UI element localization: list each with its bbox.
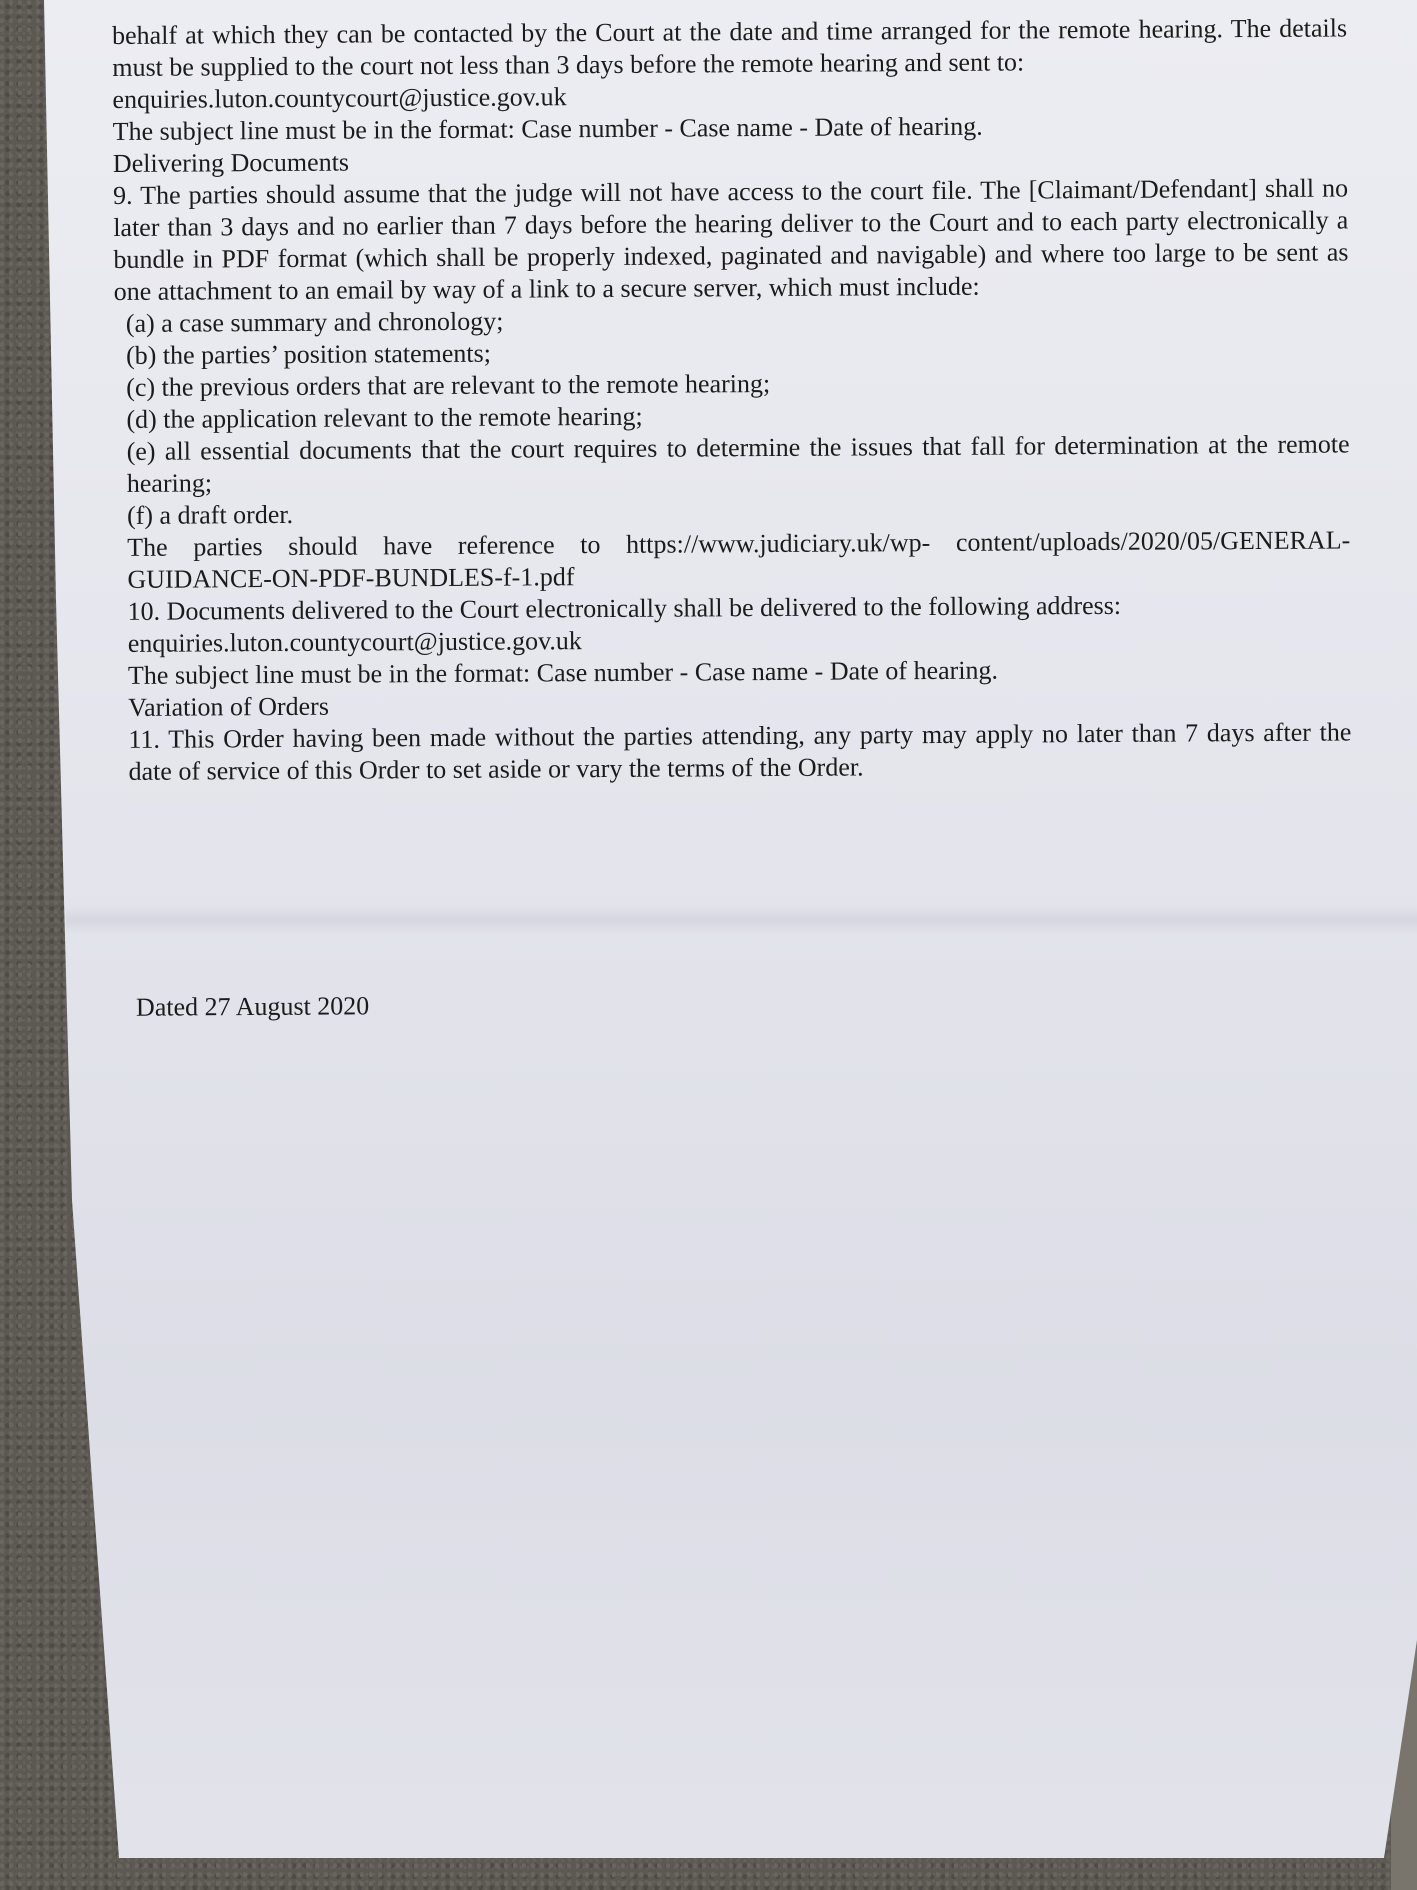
bundle-item-e: (e) all essential documents that the court requires to determine the issues that fall for determination at the remote hearing;: [126, 429, 1350, 498]
guidance-reference-line-1: The parties should have reference to https://www.judiciary.uk/wp- content/uploads/2020/05/GENERAL-: [127, 525, 1351, 562]
intro-paragraph: behalf at which they can be contacted by the Court at the date and time arranged for the remote hearing. The details must be supplied to the court not less than 3 days before the remote hearing and sent to:: [112, 13, 1348, 82]
order-text: [112, 12, 1352, 788]
subject-line-instruction: The subject line must be in the format: Case number - Case name - Date of hearing.: [112, 111, 983, 146]
bundle-item-c: (c) the previous orders that are relevant to the remote hearing;: [126, 368, 771, 402]
paragraph-9: 9. The parties should assume that the judge will not have access to the court file. The [Claimant/Defendant] shall no later than 3 days and no earlier than 7 days before the hearing deliver to the Court and to each party electronically a bundle in PDF format (which shall be properly indexed, paginated and navigable) and where too large to be sent as one attachment to an email by way of a link to a secure server, which must include:: [112, 173, 1349, 306]
section-heading-delivering-documents: Delivering Documents: [112, 147, 350, 178]
dated-line: Dated 27 August 2020: [135, 991, 370, 1022]
bundle-item-f: (f) a draft order.: [126, 499, 294, 530]
guidance-reference-line-2: GUIDANCE-ON-PDF-BUNDLES-f-1.pdf: [127, 562, 575, 594]
intro-email: enquiries.luton.countycourt@justice.gov.uk: [112, 82, 567, 114]
paragraph-10: 10. Documents delivered to the Court electronically shall be delivered to the following address:: [127, 590, 1122, 626]
bundle-item-a: (a) a case summary and chronology;: [125, 306, 504, 338]
section-heading-variation-of-orders: Variation of Orders: [128, 691, 330, 722]
subject-line-instruction-2: The subject line must be in the format: Case number - Case name - Date of hearing.: [127, 655, 999, 690]
paragraph-11: 11. This Order having been made without the parties attending, any party may apply no later than 7 days after the date of service of this Order to set aside or vary the terms of the Order.: [128, 717, 1352, 786]
paragraph-10-email: enquiries.luton.countycourt@justice.gov.uk: [127, 626, 582, 658]
bundle-item-d: (d) the application relevant to the remote hearing;: [126, 401, 643, 434]
bundle-item-b: (b) the parties’ position statements;: [125, 338, 492, 370]
